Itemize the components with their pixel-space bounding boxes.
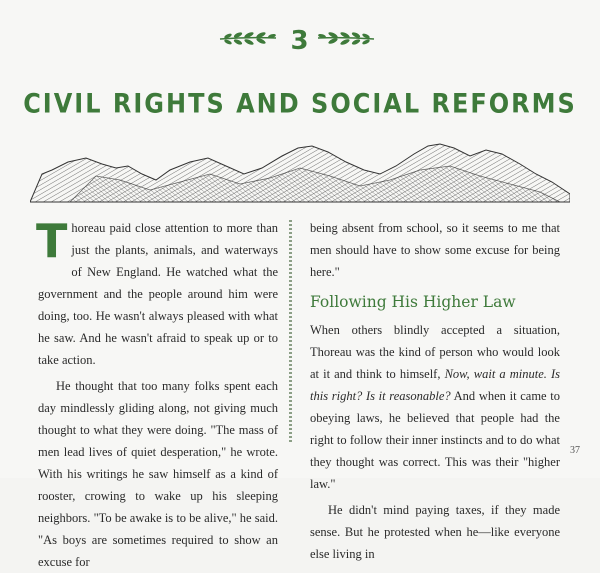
paragraph-text: And when it came to obeying laws, he believed that people had the right to follow their inner instincts and to do what they thought was correct. This was their "higher law." [310,389,560,491]
italic-text: Now, wait a minute. Is this right? Is it reasonable? [310,367,560,403]
paragraph: being absent from school, so it seems to me that men should have to show some excuse for being here." [310,221,560,279]
drop-cap: T [36,214,68,268]
paragraph: He didn't mind paying taxes, if they made sense. But he protested when he—like everyone else living in [310,503,560,561]
paragraph: He thought that too many folks spent each day mindlessly gliding along, not giving much thought to what they were doing. "The mass of men lead lives of quiet desperation," he wrote. With his writings he saw himself as a kind of rooster, crowing to wake up his sleeping neighbors. "To be awake is to be alive," he said. "As boys are sometimes required to show an excuse for [38,379,278,569]
paragraph-text: horeau paid close attention to more than just the plants, animals, and waterways of New England. He watched what the government and the people around him were doing, too. He wasn't always pleased with what he saw. And he wasn't afraid to speak up or to take action. [38,221,278,367]
column-divider [289,220,292,444]
right-column [310,217,560,565]
paragraph-text: When others blindly accepted a situation, Thoreau was the kind of person who would look at it and think to himself, [310,323,560,381]
paragraph [310,319,560,495]
chapter-title: CIVIL RIGHTS AND SOCIAL REFORMS [23,88,577,120]
laurel-right-icon [316,30,376,46]
chapter-number: 3 [290,26,310,56]
page-number: 37 [570,445,580,456]
left-column [36,214,278,573]
paragraph [36,214,278,371]
mountain-illustration [30,140,570,206]
section-heading: Following His Higher Law [310,293,516,311]
